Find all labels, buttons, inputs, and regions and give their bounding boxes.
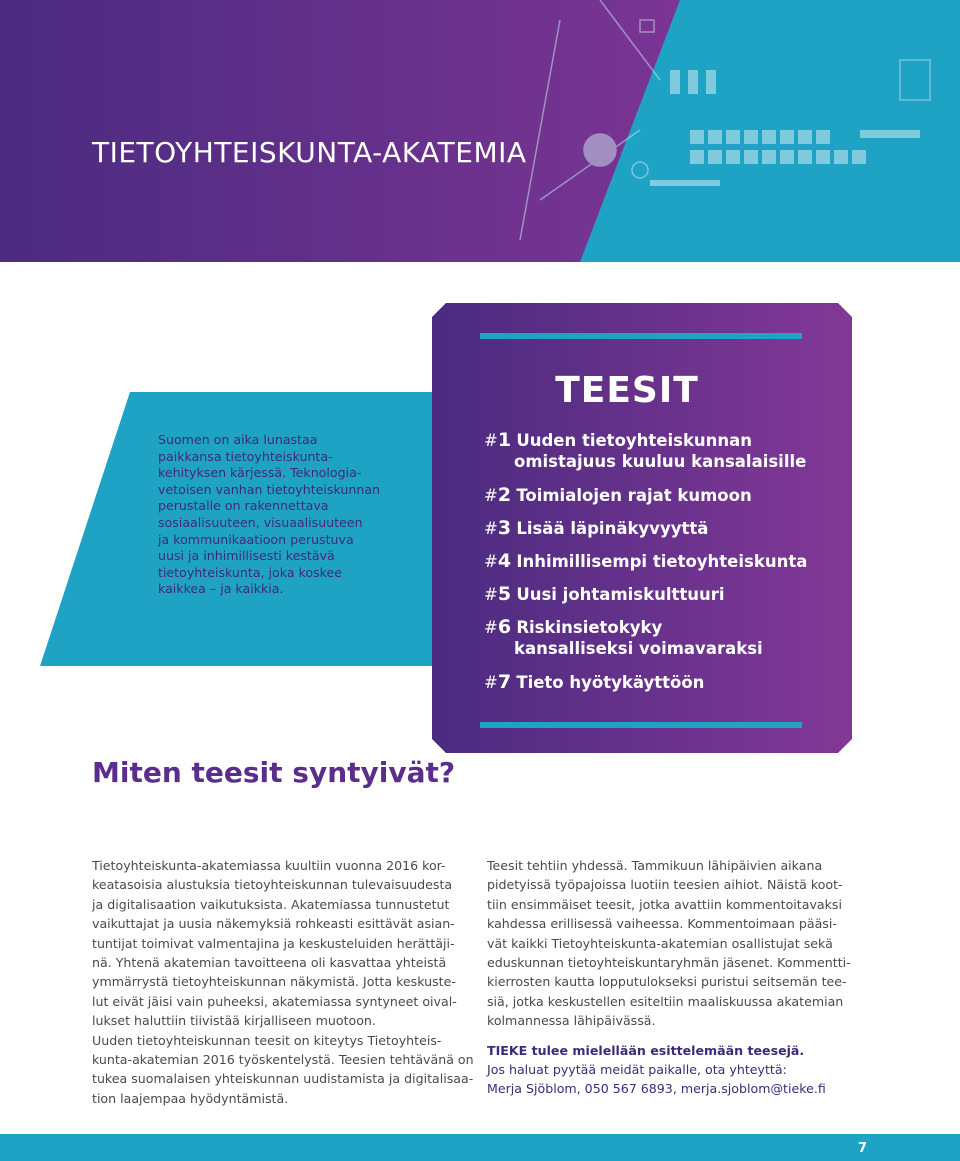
intro-line: kaikkea – ja kaikkia.: [158, 581, 284, 597]
intro-line: sosiaalisuuteen, visuaalisuuteen: [158, 514, 363, 530]
body-line: tuntijat toimivat valmentajina ja keskusteluiden herättäji-: [92, 935, 455, 951]
intro-line: perustalle on rakennettava: [158, 498, 329, 514]
body-line: ymmärrystä tietoyhteiskunnan näkymistä. Jotta keskuste-: [92, 974, 456, 990]
intro-text: [158, 432, 408, 598]
body-line: lut eivät jäisi vain puheeksi, akatemiassa syntyneet oival-: [92, 993, 457, 1009]
intro-line: tietoyhteiskunta, joka koskee: [158, 564, 342, 580]
body-line: vät kaikki Tietoyhteiskunta-akatemian osallistujat sekä: [487, 935, 833, 951]
body-line: Uuden tietoyhteiskunnan teesit on kiteytys Tietoyhteis-: [92, 1032, 442, 1048]
thesis-item-6: #6 Riskinsietokyky kansalliseksi voimavaraksi: [484, 616, 763, 658]
body-line: vaikuttajat ja uusia näkemyksiä rohkeasti esittävät asian-: [92, 916, 455, 932]
body-column-right: [487, 856, 865, 1099]
body-line: Tietoyhteiskunta-akatemiassa kuultiin vuonna 2016 kor-: [92, 858, 446, 873]
thesis-item-1: #1 Uuden tietoyhteiskunnan omistajuus kuuluu kansalaisille: [484, 429, 807, 471]
body-line: keatasoisia alustuksia tietoyhteiskunnan tulevaisuudesta: [92, 877, 453, 893]
thesis-item-3: #3 Lisää läpinäkyvyyttä: [484, 517, 709, 539]
intro-line: vetoisen vanhan tietoyhteiskunnan: [158, 481, 381, 497]
theses-top-bar: [480, 333, 802, 339]
intro-line: uusi ja inhimillisesti kestävä: [158, 548, 335, 564]
body-line: tukea suomalaisen yhteiskunnan uudistamista ja digitalisaa-: [92, 1071, 474, 1087]
contact-line: Jos haluat pyytää meidät paikalle, ota yhteyttä:: [487, 1062, 787, 1078]
body-line: tion laajempaa hyödyntämistä.: [92, 1090, 289, 1106]
thesis-item-7: #7 Tieto hyötykäyttöön: [484, 671, 705, 693]
section-heading: Miten teesit syntyivät?: [92, 756, 456, 789]
body-line: kolmannessa lähipäivässä.: [487, 1013, 656, 1029]
page-number: 7: [858, 1141, 868, 1156]
body-line: kierrosten kautta lopputulokseksi puristui seitsemän tee-: [487, 974, 847, 990]
footer-bar: [0, 1134, 960, 1161]
thesis-item-4: #4 Inhimillisempi tietoyhteiskunta: [484, 550, 808, 572]
theses-title: TEESIT: [555, 370, 699, 411]
contact-line[interactable]: Merja Sjöblom, 050 567 6893, merja.sjoblom@tieke.fi: [487, 1081, 826, 1097]
theses-bottom-bar: [480, 722, 802, 728]
body-line: siä, jotka keskustellen esiteltiin maaliskuussa akatemian: [487, 993, 844, 1009]
body-line: lukset haluttiin tiivistää kirjalliseen muotoon.: [92, 1013, 376, 1029]
body-line: ja digitalisaation vaikutuksista. Akatemiassa tunnustetut: [92, 896, 450, 912]
body-line: kunta-akatemian 2016 työskentelystä. Teesien tehtävänä on: [92, 1052, 474, 1068]
intro-line: Suomen on aika lunastaa: [158, 432, 318, 447]
tieke-callout: TIEKE tulee mielellään esittelemään teesejä.: [487, 1042, 805, 1058]
body-line: kahdessa erillisessä vaiheessa. Kommentoimaan pääsi-: [487, 916, 837, 932]
intro-line: ja kommunikaatioon perustuva: [158, 531, 354, 547]
body-line: Teesit tehtiin yhdessä. Tammikuun lähipäivien aikana: [487, 858, 823, 873]
body-column-left: [92, 856, 474, 1108]
page-title: TIETOYHTEISKUNTA-AKATEMIA: [92, 136, 527, 169]
intro-line: kehityksen kärjessä. Teknologia-: [158, 465, 362, 481]
thesis-item-5: #5 Uusi johtamiskulttuuri: [484, 583, 725, 605]
header-banner: [0, 0, 960, 262]
thesis-item-2: #2 Toimialojen rajat kumoon: [484, 484, 752, 506]
body-line: eduskunnan tietoyhteiskuntaryhmän jäsenet. Kommentti-: [487, 955, 851, 971]
body-line: tiin ensimmäiset teesit, jotka avattiin kommentoitavaksi: [487, 896, 842, 912]
intro-line: paikkansa tietoyhteiskunta-: [158, 448, 333, 464]
body-line: nä. Yhtenä akatemian tavoitteena oli kasvattaa yhteistä: [92, 955, 447, 971]
body-line: pidetyissä työpajoissa luotiin teesien aihiot. Näistä koot-: [487, 877, 843, 893]
